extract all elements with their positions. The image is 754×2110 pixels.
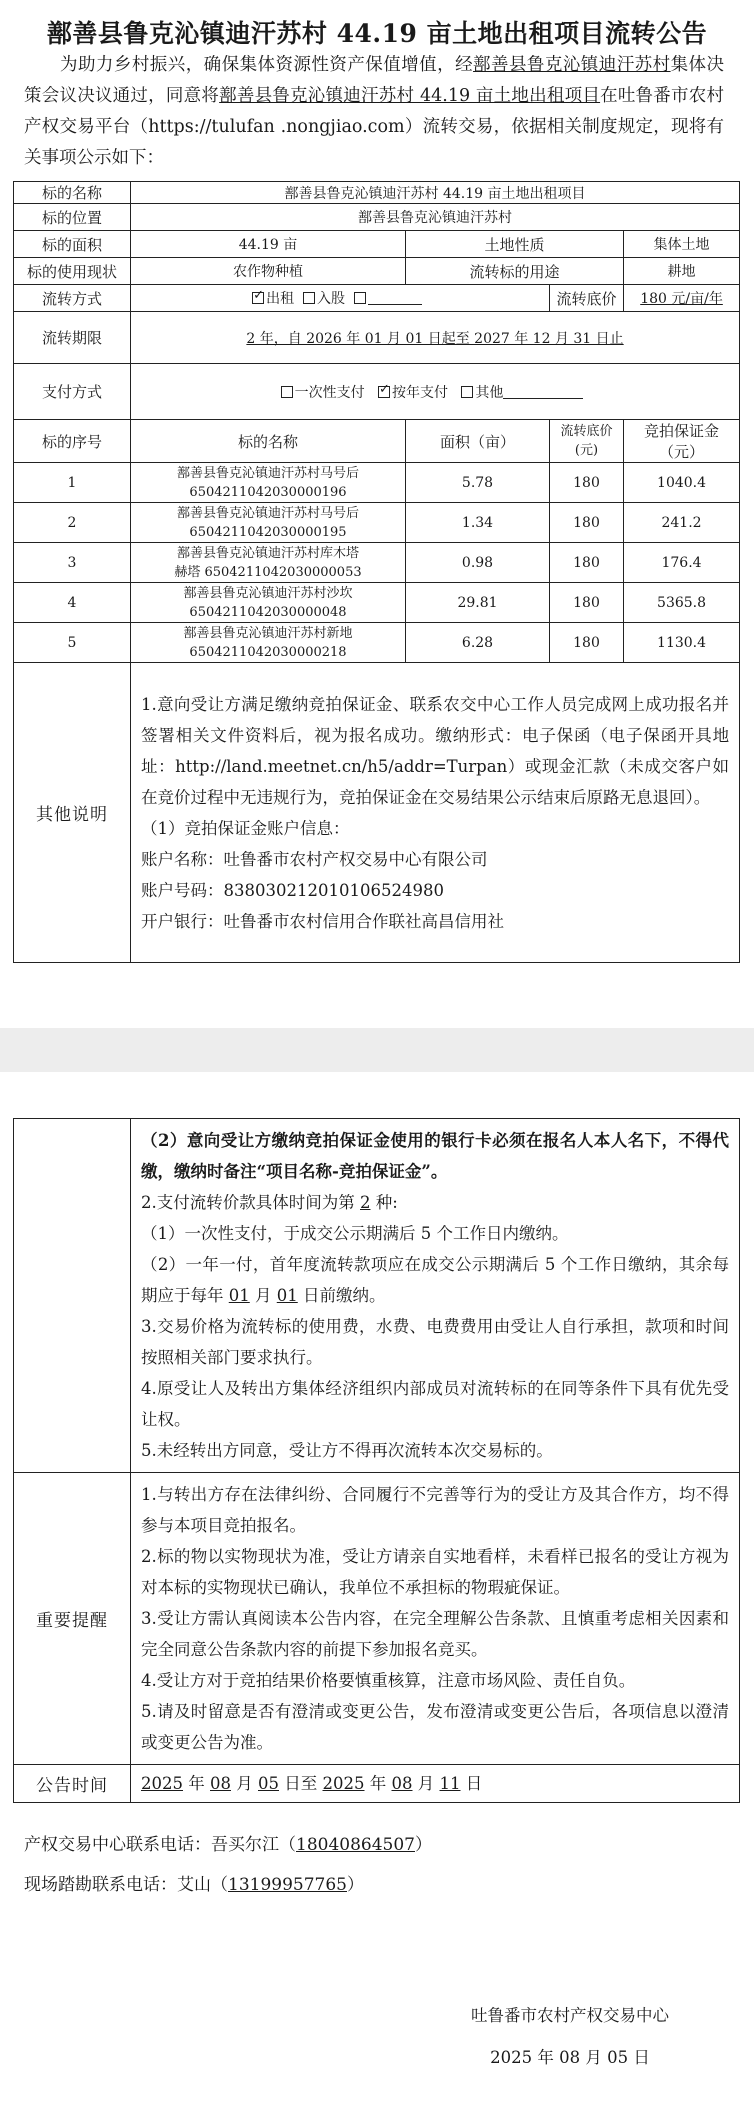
- continued-notes-content: [131, 1119, 740, 1473]
- lot-area: 6.28: [406, 623, 550, 663]
- note-paragraph: （2）一年一付，首年度流转款项应在成交公示期满后 5 个工作日缴纳，其余每期应于每年 01 月 01 日前缴纳。: [141, 1255, 729, 1305]
- checkbox-share[interactable]: [303, 292, 315, 304]
- intro-text-e: 在吐鲁番市农村产权交易平台（https://tulufan .nongjiao.com）流转交易，依据相关制度规定，现将有关事项公示如下：: [24, 86, 724, 168]
- row-transfer-mode: [14, 285, 740, 312]
- cell-label: 标的名称: [14, 182, 131, 204]
- cell-value: 180 元/亩/年: [624, 285, 740, 312]
- blank-line: [503, 386, 583, 399]
- table-row: [14, 543, 740, 583]
- checkbox-rent[interactable]: [252, 292, 264, 304]
- cell-label: 标的使用现状: [14, 258, 131, 285]
- col-header: 标的名称: [131, 420, 406, 463]
- lot-no: 5: [14, 623, 131, 663]
- notice-table: [13, 1118, 740, 1803]
- cell-label: 标的位置: [14, 204, 131, 231]
- lot-no: 3: [14, 543, 131, 583]
- cell-label: 流转方式: [14, 285, 131, 312]
- table-row: [14, 623, 740, 663]
- intro-paragraph: [24, 50, 724, 174]
- lot-price: 180: [550, 543, 624, 583]
- note-paragraph: （1）竞拍保证金账户信息：: [141, 818, 350, 838]
- notice-paragraph: 3.受让方需认真阅读本公告内容，在完全理解公告条款、且慎重考虑相关因素和完全同意公告条款内容的前提下参加报名竞买。: [141, 1609, 729, 1659]
- col-header: 标的序号: [14, 420, 131, 463]
- important-notice-row: [14, 1473, 740, 1765]
- lot-name: 鄯善县鲁克沁镇迪汗苏村库木塔 赫塔 6504211042030000053: [131, 543, 406, 583]
- cell-value: 耕地: [624, 258, 740, 285]
- col-header: 竞拍保证金（元）: [624, 420, 740, 463]
- notice-paragraph: 4.受让方对于竞拍结果价格要慎重核算，注意市场风险、责任自负。: [141, 1671, 636, 1690]
- lot-deposit: 241.2: [624, 503, 740, 543]
- col-header: 流转底价(元): [550, 420, 624, 463]
- option-label: 按年支付: [392, 384, 449, 401]
- payment-options: [131, 364, 740, 420]
- row-location: [14, 204, 740, 231]
- note-paragraph: 3.交易价格为流转标的使用费，水费、电费费用由受让人自行承担，款项和时间按照相关部门要求执行。: [141, 1317, 729, 1367]
- page-2: [0, 1072, 754, 2110]
- cell-label: 流转标的用途: [406, 258, 624, 285]
- cell-value: 2 年，自 2026 年 01 月 01 日起至 2027 年 12 月 31 日止: [131, 312, 740, 364]
- option-label: 入股: [317, 291, 345, 307]
- intro-text-c: 集体决策会议决议通过，同意将: [24, 55, 725, 106]
- checkbox-other[interactable]: [354, 292, 366, 304]
- cell-label: 土地性质: [406, 231, 624, 258]
- cell-value: 集体土地: [624, 231, 740, 258]
- lot-name: 鄯善县鲁克沁镇迪汗苏村沙坎 6504211042030000048: [131, 583, 406, 623]
- row-period: [14, 312, 740, 364]
- lot-price: 180: [550, 583, 624, 623]
- col-header: 面积（亩）: [406, 420, 550, 463]
- checkbox-other-pay[interactable]: [461, 386, 473, 398]
- notice-time-value: 2025 年 08 月 05 日至 2025 年 08 月 11 日: [131, 1765, 740, 1803]
- contact-site-survey: 现场踏勘联系电话：艾山（13199957765）: [24, 1875, 364, 1895]
- other-notes-row: [14, 663, 740, 963]
- row-usage: [14, 258, 740, 285]
- cell-label: 支付方式: [14, 364, 131, 420]
- note-paragraph: 4.原受让人及转出方集体经济组织内部成员对流转标的在同等条件下具有优先受让权。: [141, 1379, 729, 1429]
- checkbox-yearly[interactable]: [378, 386, 390, 398]
- intro-text-a: 为助力乡村振兴，确保集体资源性资产保值增值，经: [60, 55, 474, 75]
- info-table: [13, 181, 740, 963]
- page-title: 鄯善县鲁克沁镇迪汗苏村 44.19 亩土地出租项目流转公告: [46, 19, 708, 48]
- checkbox-lump-sum[interactable]: [281, 386, 293, 398]
- note-paragraph: 2.支付流转价款具体时间为第 2 种:: [141, 1193, 398, 1212]
- page-separator: [0, 1028, 754, 1072]
- cell-value: 44.19 亩: [131, 231, 406, 258]
- notice-time-row: [14, 1765, 740, 1803]
- other-notes-content: [131, 663, 740, 963]
- account-name: 账户名称：吐鲁番市农村产权交易中心有限公司: [141, 849, 488, 869]
- blank-line: [368, 292, 422, 305]
- note-paragraph: （1）一次性支付，于成交公示期满后 5 个工作日内缴纳。: [141, 1224, 569, 1243]
- cell-label: 标的面积: [14, 231, 131, 258]
- lot-price: 180: [550, 463, 624, 503]
- important-notice-content: [131, 1473, 740, 1765]
- table-row: [14, 583, 740, 623]
- notice-paragraph: 1.与转出方存在法律纠纷、合同履行不完善等行为的受让方及其合作方，均不得参与本项目竞拍报名。: [141, 1485, 729, 1535]
- issue-date: 2025 年 08 月 05 日: [490, 2048, 650, 2067]
- account-number: 账户号码：83803021201010652498​0: [141, 880, 444, 900]
- lot-area: 0.98: [406, 543, 550, 583]
- intro-village: 鄯善县鲁克沁镇迪汗苏村: [473, 55, 671, 75]
- table-row: [14, 503, 740, 543]
- lot-name: 鄯善县鲁克沁镇迪汗苏村马号后 6504211042030000195: [131, 503, 406, 543]
- contact-trading-center: 产权交易中心联系电话：吾买尔江（18040864507）: [24, 1835, 432, 1855]
- lot-deposit: 1040.4: [624, 463, 740, 503]
- important-notice-label: 重要提醒: [14, 1473, 131, 1765]
- lot-area: 5.78: [406, 463, 550, 503]
- option-label: 其他: [475, 384, 504, 401]
- notice-paragraph: 2.标的物以实物现状为准，受让方请亲自实地看样，未看样已报名的受让方视为对本标的实物现状已确认，我单位不承担标的物瑕疵保证。: [141, 1547, 729, 1597]
- lot-deposit: 5365.8: [624, 583, 740, 623]
- note-paragraph: 1.意向受让方满足缴纳竞拍保证金、联系农交中心工作人员完成网上成功报名并签署相关文件资料后，视为报名成功。缴纳形式：电子保函（电子保函开具地址：http://land.meetnet.cn/h5/addr=Turpan）或现金汇款（未成交客户如在竞价过程中无违规行为，竞拍保证金在交易结果公示结束后原路无息退回）。: [141, 694, 730, 807]
- notice-time-label: 公告时间: [14, 1765, 131, 1803]
- account-bank: 开户银行：吐鲁番市农村信用合作联社高昌信用社: [141, 911, 504, 931]
- lot-header-row: [14, 420, 740, 463]
- lot-name: 鄯善县鲁克沁镇迪汗苏村新地 6504211042030000218: [131, 623, 406, 663]
- lot-price: 180: [550, 503, 624, 543]
- lot-area: 29.81: [406, 583, 550, 623]
- row-area: [14, 231, 740, 258]
- lot-no: 1: [14, 463, 131, 503]
- transfer-mode-options: [131, 285, 550, 312]
- other-notes-label: 其他说明: [14, 663, 131, 963]
- lot-deposit: 176.4: [624, 543, 740, 583]
- lot-no: 4: [14, 583, 131, 623]
- empty-label-cell: [14, 1119, 131, 1473]
- table-row: [14, 463, 740, 503]
- lot-price: 180: [550, 623, 624, 663]
- issuer-org: 吐鲁番市农村产权交易中心: [471, 2006, 669, 2025]
- lot-no: 2: [14, 503, 131, 543]
- lot-deposit: 1130.4: [624, 623, 740, 663]
- notice-paragraph: 5.请及时留意是否有澄清或变更公告，发布澄清或变更公告后，各项信息以澄清或变更公告为准。: [141, 1702, 729, 1752]
- note-paragraph: （2）意向受让方缴纳竞拍保证金使用的银行卡必须在报名人本人名下，不得代缴，缴纳时备注“项目名称-竞拍保证金”。: [141, 1131, 729, 1181]
- row-name: [14, 182, 740, 204]
- cell-value: 农作物种植: [131, 258, 406, 285]
- lot-area: 1.34: [406, 503, 550, 543]
- intro-project-name: 鄯善县鲁克沁镇迪汗苏村 44.19 亩土地出租项目: [219, 86, 601, 106]
- lot-name: 鄯善县鲁克沁镇迪汗苏村马号后 6504211042030000196: [131, 463, 406, 503]
- cell-value: 鄯善县鲁克沁镇迪汗苏村 44.19 亩土地出租项目: [131, 182, 740, 204]
- option-label: 一次性支付: [294, 384, 365, 401]
- cell-value: 鄯善县鲁克沁镇迪汗苏村: [131, 204, 740, 231]
- option-label: 出租: [266, 291, 295, 307]
- page-1: [0, 0, 754, 1028]
- row-payment: [14, 364, 740, 420]
- note-paragraph: 5.未经转出方同意，受让方不得再次流转本次交易标的。: [141, 1441, 553, 1460]
- cell-label: 流转底价: [550, 285, 624, 312]
- cell-label: 流转期限: [14, 312, 131, 364]
- continued-notes-row: [14, 1119, 740, 1473]
